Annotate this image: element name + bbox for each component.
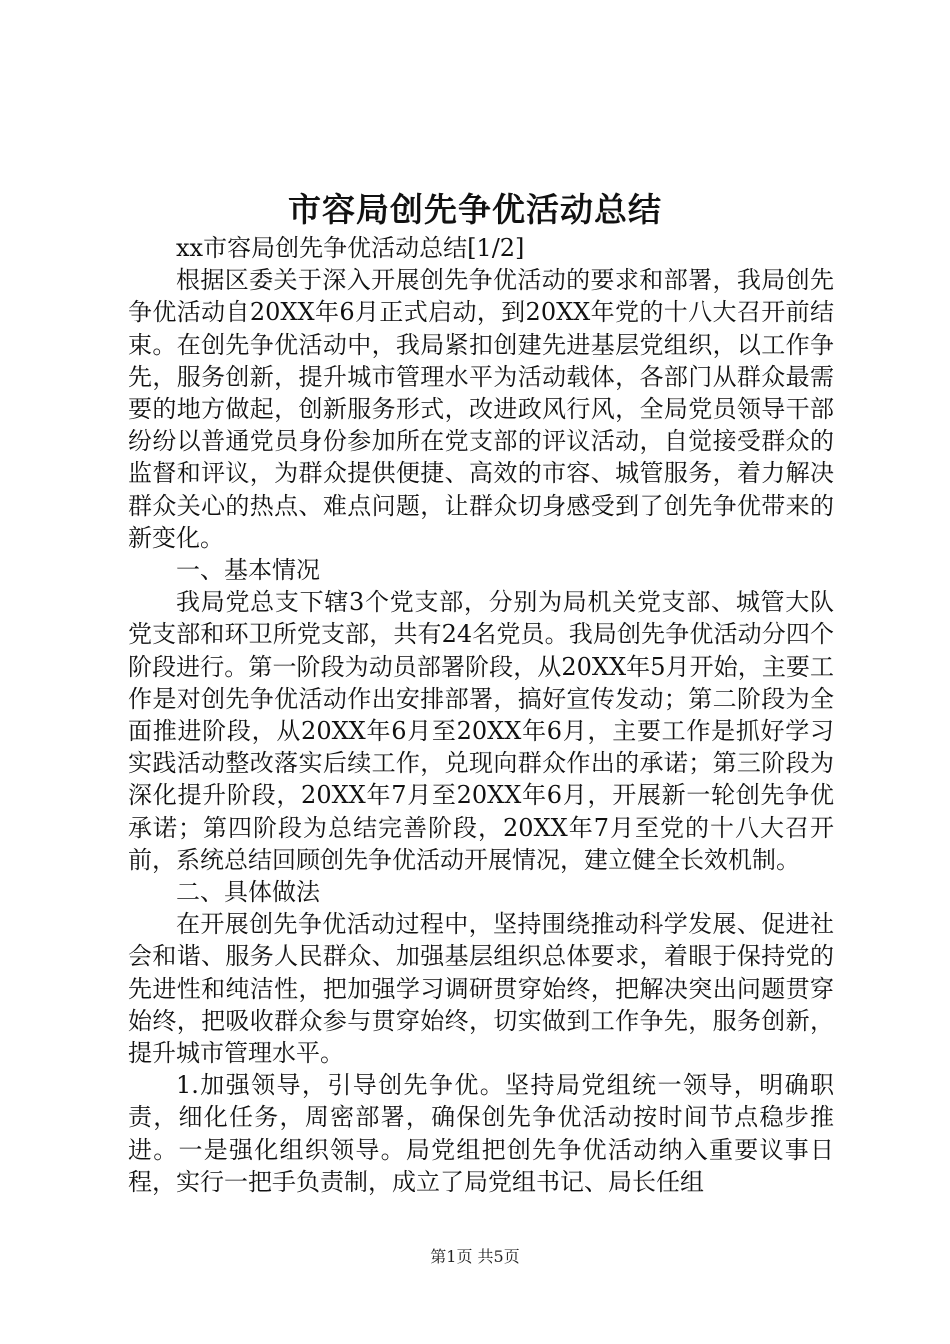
- page-footer: 第1页 共5页: [430, 1247, 520, 1266]
- intro-paragraph: 根据区委关于深入开展创先争优活动的要求和部署，我局创先争优活动自20XX年6月正式启动，到20XX年党的十八大召开前结束。在创先争优活动中，我局紧扣创建先进基层党组织，以工作争先，服务创新，提升城市管理水平为活动载体，各部门从群众最需要的地方做起，创新服务形式，改进政风行风，全局党员领导干部纷纷以普通党员身份参加所在党支部的评议活动，自觉接受群众的监督和评议，为群众提供便捷、高效的市容、城管服务，着力解决群众关心的热点、难点问题，让群众切身感受到了创先争优带来的新变化。: [128, 266, 834, 552]
- section-heading-methods: 二、具体做法: [176, 878, 320, 907]
- leadership-paragraph: 1.加强领导，引导创先争优。坚持局党组统一领导，明确职责，细化任务，周密部署，确保创先争优活动按时间节点稳步推进。一是强化组织领导。局党组把创先争优活动纳入重要议事日程，实行一把手负责制，成立了局党组书记、局长任组: [128, 1071, 834, 1196]
- section-heading-basic: 一、基本情况: [176, 556, 320, 585]
- basic-situation-paragraph: 我局党总支下辖3个党支部，分别为局机关党支部、城管大队党支部和环卫所党支部，共有24名党员。我局创先争优活动分四个阶段进行。第一阶段为动员部署阶段，从20XX年5月开始，主要工作是对创先争优活动作出安排部署，搞好宣传发动；第二阶段为全面推进阶段，从20XX年6月至20XX年6月，主要工作是抓好学习实践活动整改落实后续工作，兑现向群众作出的承诺；第三阶段为深化提升阶段，20XX年7月至20XX年6月，开展新一轮创先争优承诺；第四阶段为总结完善阶段，20XX年7月至党的十八大召开前，系统总结回顾创先争优活动开展情况，建立健全长效机制。: [128, 588, 834, 874]
- methods-paragraph: 在开展创先争优活动过程中，坚持围绕推动科学发展、促进社会和谐、服务人民群众、加强基层组织总体要求，着眼于保持党的先进性和纯洁性，把加强学习调研贯穿始终，把解决突出问题贯穿始终，把吸收群众参与贯穿始终，切实做到工作争先，服务创新，提升城市管理水平。: [128, 910, 834, 1068]
- document-body: [128, 232, 834, 1198]
- document-title: 市容局创先争优活动总结: [288, 190, 662, 229]
- subtitle-paragraph: xx市容局创先争优活动总结[1/2]: [176, 234, 525, 262]
